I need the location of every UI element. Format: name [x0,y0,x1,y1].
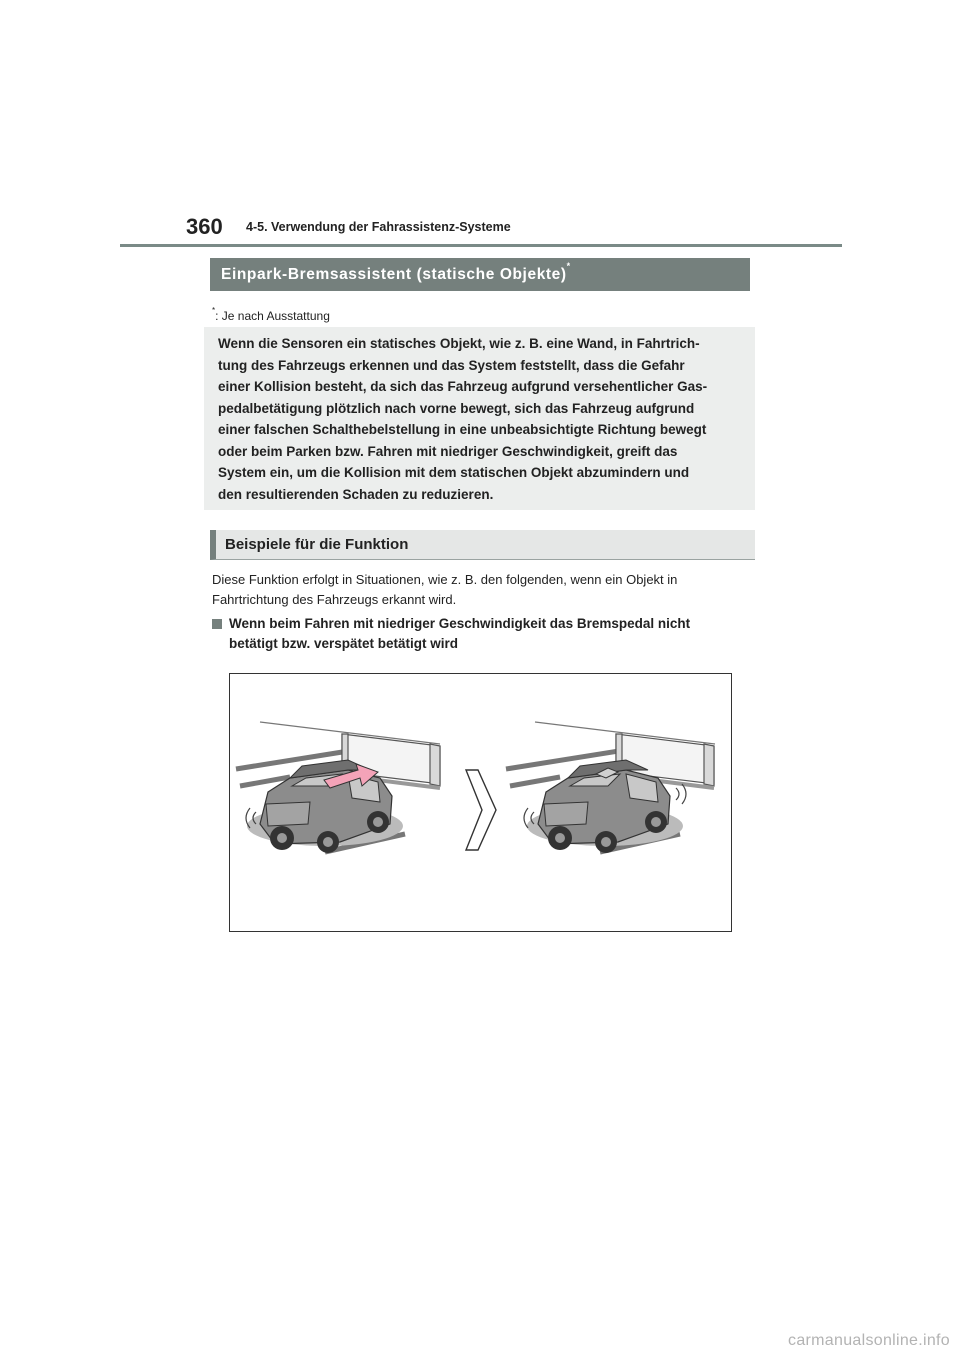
section-title: Einpark-Bremsassistent (statische Objekte) [221,266,567,283]
square-bullet-icon [212,619,222,629]
right-scene [506,722,715,853]
parking-illustration [230,674,731,931]
intro-line: den resultierenden Schaden zu reduzieren. [218,486,494,502]
bullet-text [229,614,752,654]
header-rule [120,244,842,247]
bullet-line: betätigt bzw. verspätet betätigt wird [229,636,459,651]
intro-line: tung des Fahrzeugs erkennen und das System feststellt, dass die Gefahr [218,357,685,373]
intro-line: oder beim Parken bzw. Fahren mit niedriger Geschwindigkeit, greift das [218,443,678,459]
section-title-bar [210,258,750,291]
body-paragraph [212,570,752,610]
body-line: Diese Funktion erfolgt in Situationen, wie z. B. den folgenden, wenn ein Objekt in [212,572,678,587]
intro-line: einer Kollision besteht, da sich das Fahrzeug aufgrund versehentlicher Gas- [218,379,708,394]
running-head: 4-5. Verwendung der Fahrassistenz-Systeme [246,220,511,234]
intro-line: System ein, um die Kollision mit dem statischen Objekt abzumindern und [218,465,690,480]
intro-line: einer falschen Schalthebelstellung in eine unbeabsichtigte Richtung bewegt [218,422,707,437]
intro-box [204,327,755,510]
bullet-item [212,614,752,654]
left-scene [236,722,440,853]
footnote-text: : Je nach Ausstattung [215,309,330,323]
body-line: Fahrtrichtung des Fahrzeugs erkannt wird. [212,592,457,607]
page-number: 360 [186,214,223,239]
footnote-mark: * [212,306,216,315]
intro-line: Wenn die Sensoren ein statisches Objekt, wie z. B. eine Wand, in Fahrtrich- [218,336,700,351]
footnote [212,308,330,323]
illustration-frame [229,673,732,932]
watermark: carmanualsonline.info [788,1332,950,1349]
transition-arrow-icon [466,770,496,850]
intro-line: pedalbetätigung plötzlich nach vorne bewegt, sich das Fahrzeug aufgrund [218,400,695,416]
bullet-line: Wenn beim Fahren mit niedriger Geschwindigkeit das Bremspedal nicht [229,616,691,631]
subsection-heading: Beispiele für die Funktion [210,530,755,560]
section-title-mark: * [566,261,571,271]
